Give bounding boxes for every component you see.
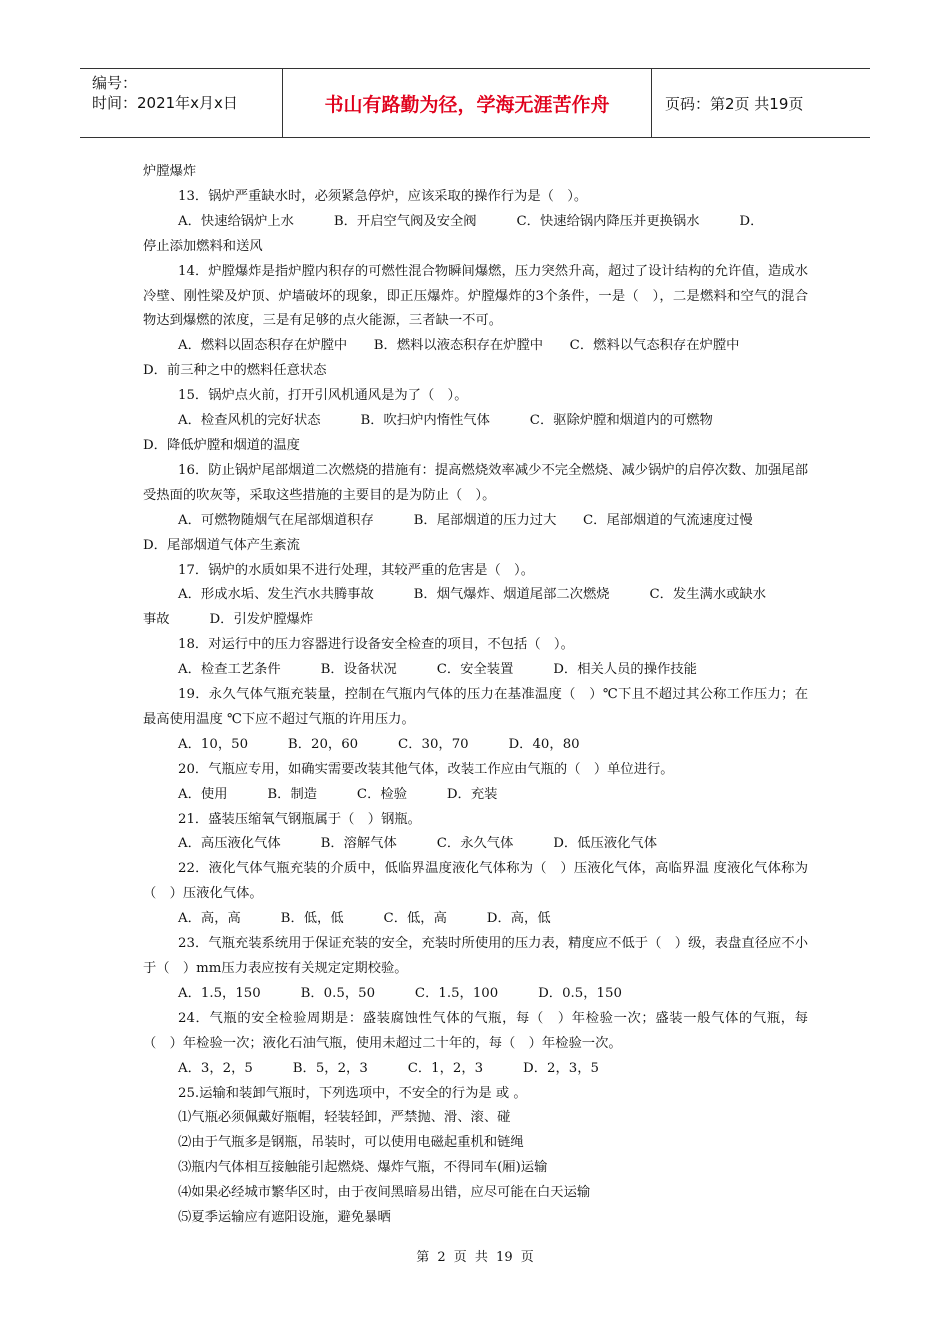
header-meta [80, 69, 283, 137]
options-20: A．使用 B．制造 C．检验 D．充装 [178, 786, 498, 802]
question-21: 21．盛装压缩氧气钢瓶属于（ ）钢瓶。 [178, 811, 421, 827]
options-15-cont: D．降低炉膛和烟道的温度 [143, 437, 300, 453]
page-header [80, 68, 870, 138]
question-19: 19．永久气体气瓶充装量，控制在气瓶内气体的压力在基准温度（ ）℃下且不超过其公称工作压力；在最高使用温度 ℃下应不超过气瓶的许用压力。 [143, 687, 808, 727]
question-18: 18．对运行中的压力容器进行设备安全检查的项目，不包括（ ）。 [178, 637, 574, 653]
list-item-25-3: ⑶瓶内气体相互接触能引起燃烧、爆炸气瓶，不得同车(厢)运输 [178, 1160, 548, 1176]
options-16: A．可燃物随烟气在尾部烟道积存 B．尾部烟道的压力过大 C．尾部烟道的气流速度过慢 [178, 512, 753, 528]
question-24: 24．气瓶的安全检验周期是：盛装腐蚀性气体的气瓶，每（ ）年检验一次；盛装一般气体的气瓶，每（ ）年检验一次；液化石油气瓶，使用未超过二十年的，每（ ）年检验一次。 [143, 1010, 808, 1051]
header-motto: 书山有路勤为径，学海无涯苦作舟 [283, 69, 652, 137]
options-23: A．1.5，150 B．0.5，50 C．1.5，100 D．0.5，150 [178, 985, 622, 1001]
options-14: A．燃料以固态积存在炉膛中 B．燃料以液态积存在炉膛中 C．燃料以气态积存在炉膛中 [178, 338, 740, 354]
question-25: 25.运输和装卸气瓶时，下列选项中，不安全的行为是 或 。 [178, 1085, 527, 1101]
options-17: A．形成水垢、发生汽水共腾事故 B．烟气爆炸、烟道尾部二次燃烧 C．发生满水或缺水 [178, 587, 767, 603]
options-22: A．高，高 B．低，低 C．低，高 D．高，低 [178, 911, 551, 927]
options-24: A．3，2，5 B．5，2，3 C．1，2，3 D．2，3，5 [178, 1060, 599, 1076]
list-item-25-5: ⑸夏季运输应有遮阳设施，避免暴晒 [178, 1210, 391, 1226]
options-21: A．高压液化气体 B．溶解气体 C．永久气体 D．低压液化气体 [178, 836, 658, 852]
text-line: 炉膛爆炸 [143, 164, 197, 179]
question-16: 16．防止锅炉尾部烟道二次燃烧的措施有：提高燃烧效率减少不完全燃烧、减少锅炉的启停次数、加强尾部受热面的吹灰等，采取这些措施的主要目的是为防止（ ）。 [143, 462, 808, 503]
time-label: 时间：2021年x月x日 [92, 94, 238, 112]
page-footer: 第 2 页 共 19 页 [416, 1250, 534, 1265]
question-14: 14．炉膛爆炸是指炉膛内积存的可燃性混合物瞬间爆燃，压力突然升高，超过了设计结构的允许值，造成水冷壁、刚性梁及炉顶、炉墙破坏的现象，即正压爆炸。炉膛爆炸的3个条件，一是（ ），二是燃料和空气的混合物达到爆燃的浓度，三是有足够的点火能源，三者缺一不可。 [143, 263, 808, 329]
question-17: 17．锅炉的水质如果不进行处理，其较严重的危害是（ ）。 [178, 562, 534, 578]
question-23: 23．气瓶充装系统用于保证充装的安全，充装时所使用的压力表，精度应不低于（ ）级，表盘直径应不小于（ ）mm压力表应按有关规定定期校验。 [143, 936, 808, 976]
question-13: 13．锅炉严重缺水时，必须紧急停炉，应该采取的操作行为是（ ）。 [178, 188, 588, 204]
options-17-cont: 事故 D．引发炉膛爆炸 [143, 612, 314, 628]
options-18: A．检查工艺条件 B．设备状况 C．安全装置 D．相关人员的操作技能 [178, 662, 697, 678]
document-body [143, 160, 808, 1231]
list-item-25-4: ⑷如果必经城市繁华区时，由于夜间黑暗易出错，应尽可能在白天运输 [178, 1185, 591, 1201]
options-15: A．检查风机的完好状态 B．吹扫炉内惰性气体 C．驱除炉膛和烟道内的可燃物 [178, 413, 713, 429]
question-15: 15．锅炉点火前，打开引风机通风是为了（ ）。 [178, 388, 468, 404]
list-item-25-2: ⑵由于气瓶多是钢瓶，吊装时，可以使用电磁起重机和链绳 [178, 1135, 524, 1151]
list-item-25-1: ⑴气瓶必须佩戴好瓶帽，轻装轻卸，严禁抛、滑、滚、碰 [178, 1110, 511, 1126]
options-19: A．10，50 B．20，60 C．30，70 D．40，80 [178, 736, 580, 752]
options-13: A．快速给锅炉上水 B．开启空气阀及安全阀 C．快速给锅内降压并更换锅水 D． [178, 213, 764, 229]
number-label: 编号： [92, 74, 138, 92]
header-page-info: 页码：第2页 共19页 [665, 94, 804, 113]
options-13-cont: 停止添加燃料和送风 [143, 238, 263, 254]
question-22: 22．液化气体气瓶充装的介质中，低临界温度液化气体称为（ ）压液化气体，高临界温 度液化气体称为（ ）压液化气体。 [143, 861, 808, 902]
options-16-cont: D．尾部烟道气体产生紊流 [143, 537, 300, 553]
question-20: 20．气瓶应专用，如确实需要改装其他气体，改装工作应由气瓶的（ ）单位进行。 [178, 761, 674, 777]
options-14-cont: D．前三种之中的燃料任意状态 [143, 363, 327, 379]
